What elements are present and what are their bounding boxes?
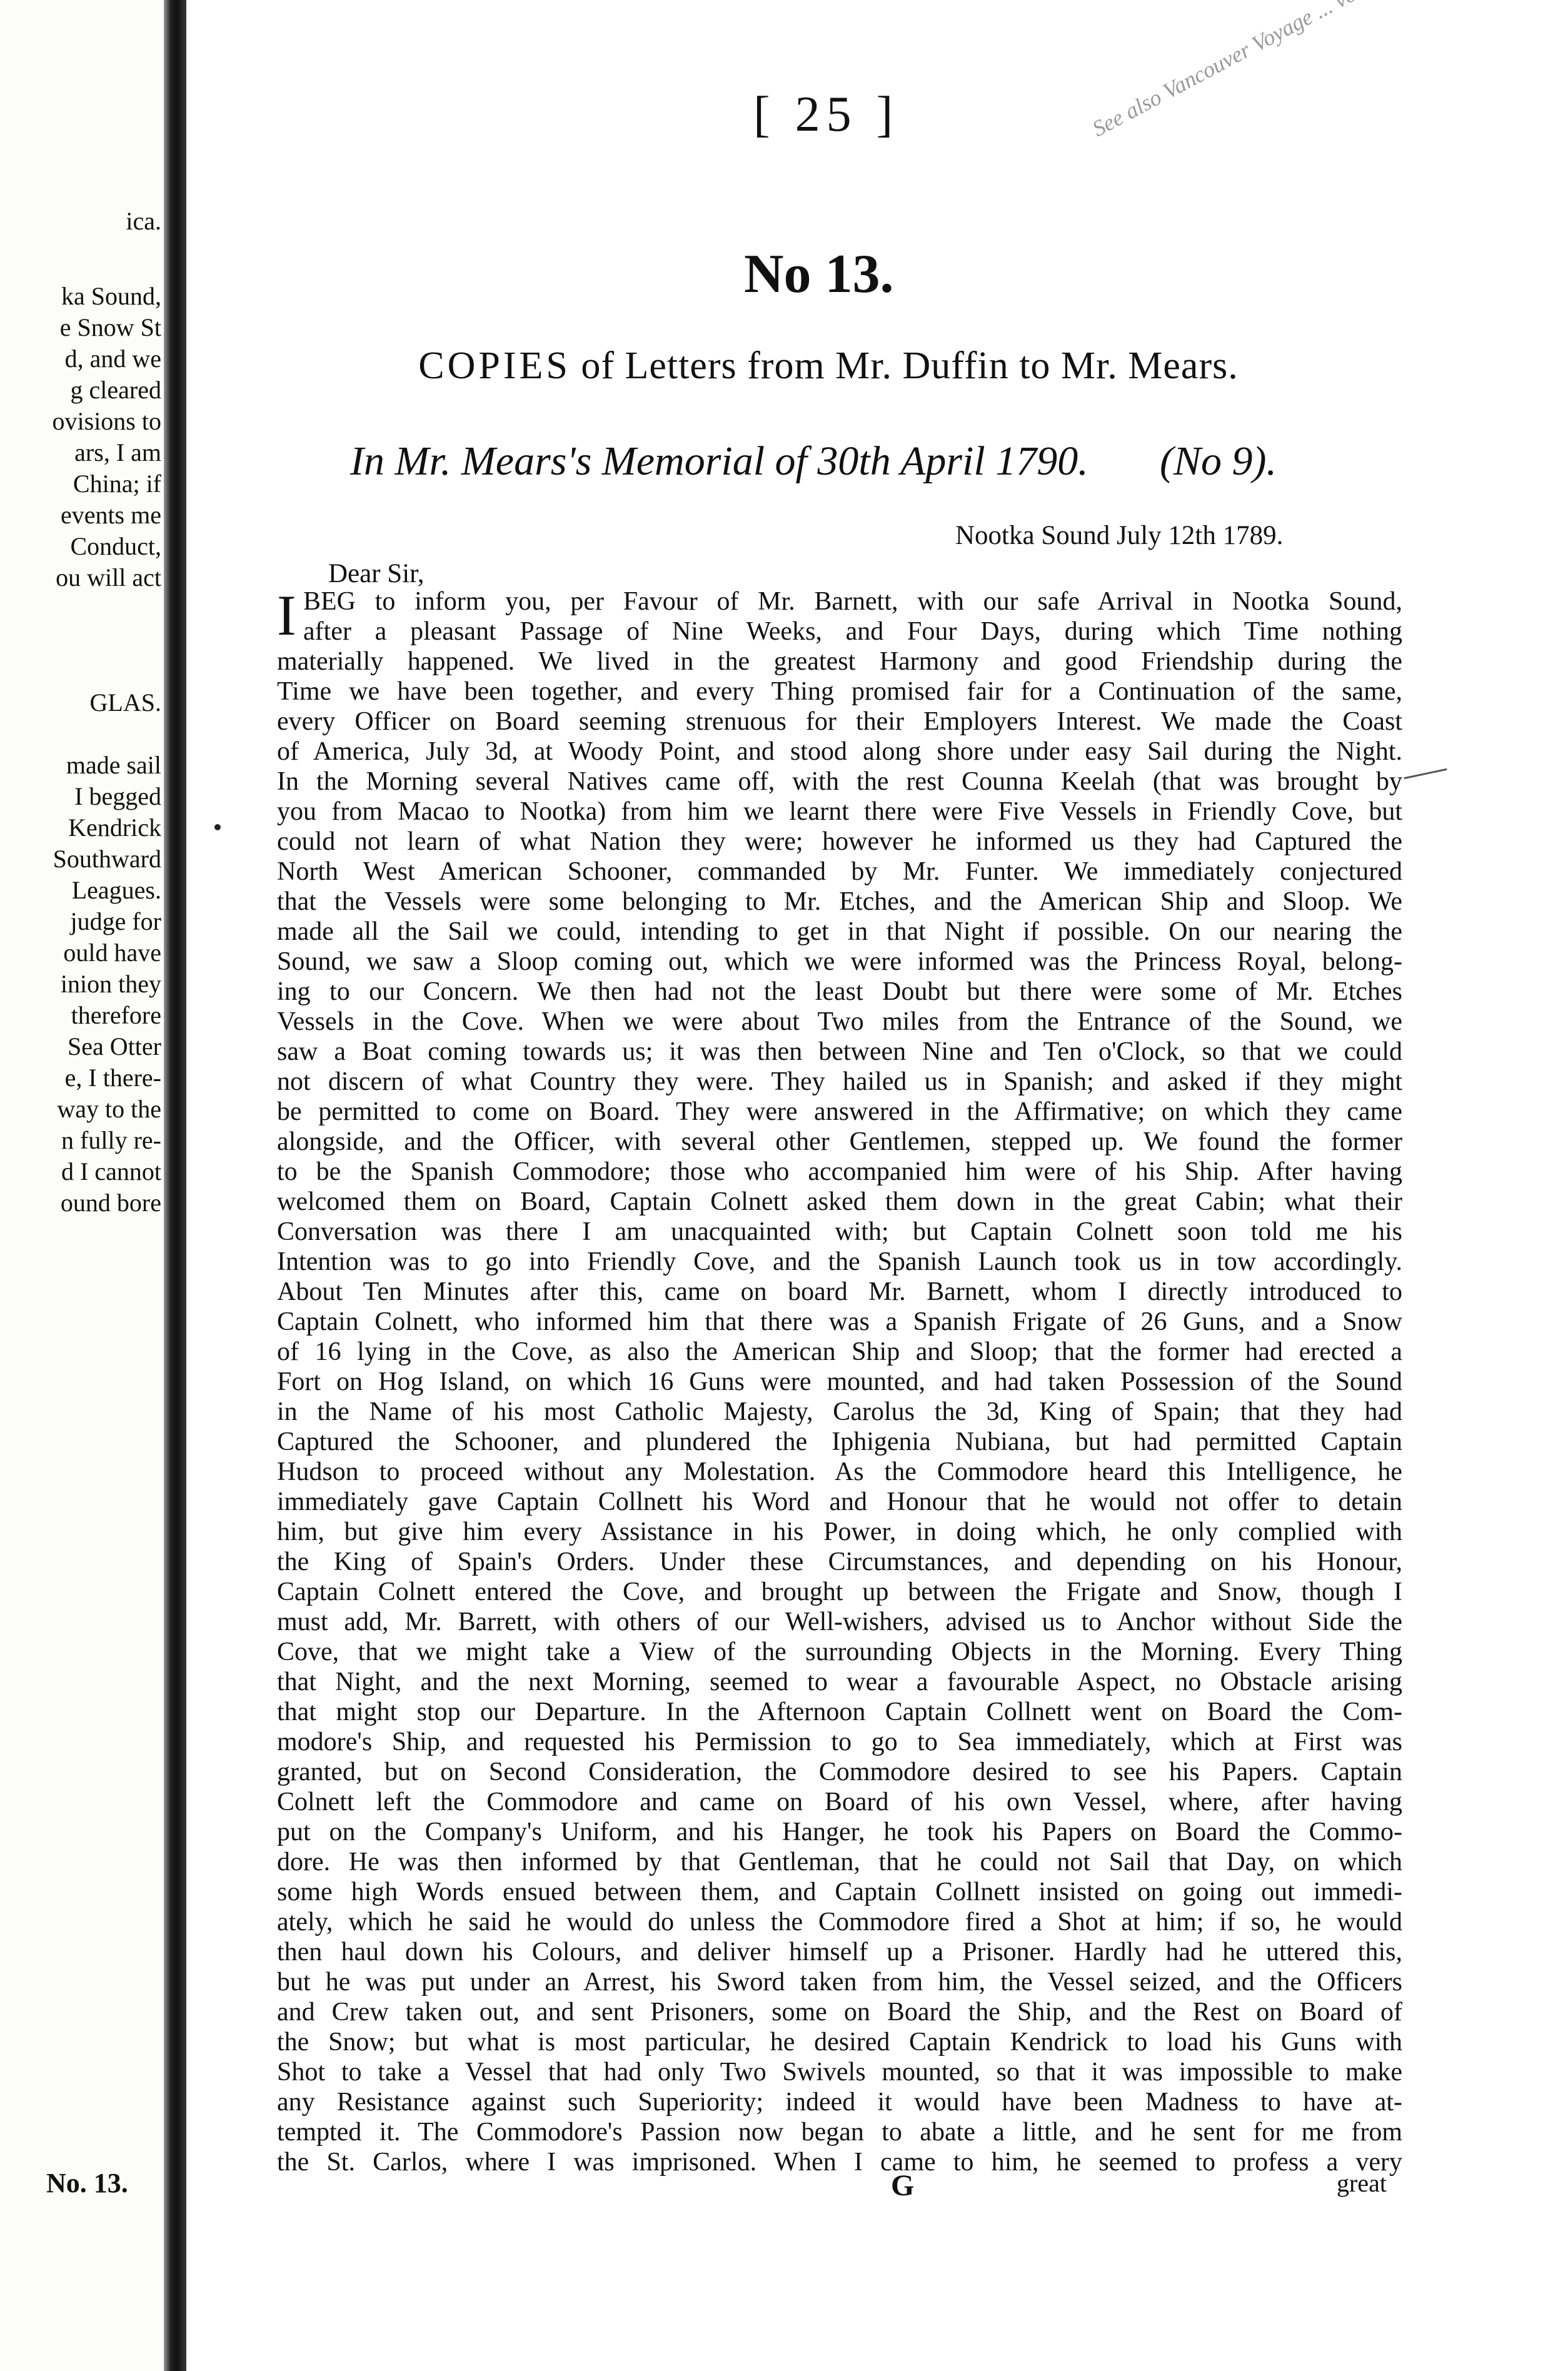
- letter-line: Conversation was there I am unacquainted with; but Captain Colnett soon told me his: [277, 1217, 1402, 1246]
- letter-line: Hudson to proceed without any Molestation. As the Commodore heard this Intelligence, he: [277, 1457, 1402, 1486]
- catchword: great: [1337, 2169, 1387, 2197]
- letter-line: must add, Mr. Barrett, with others of our Well-wishers, advised us to Anchor without Side the: [277, 1608, 1402, 1636]
- left-margin-line: [0, 344, 164, 373]
- letter-line: any Resistance against such Superiority; indeed it would have been Madness to have at-: [277, 2088, 1402, 2117]
- letter-line: welcomed them on Board, Captain Colnett asked them down in the great Cabin; what their: [277, 1187, 1402, 1216]
- left-margin-line: [0, 1125, 164, 1155]
- letter-line: Colnett left the Commodore and came on Board of his own Vessel, where, after having: [277, 1788, 1402, 1816]
- left-margin-line: [0, 281, 164, 311]
- left-margin-line-text: n fully re-: [61, 1126, 161, 1154]
- letter-line: but he was put under an Arrest, his Sword taken from him, the Vessel seized, and the Officers: [277, 1968, 1402, 1996]
- letter-line: Captured the Schooner, and plundered the Iphigenia Nubiana, but had permitted Captain: [277, 1427, 1402, 1456]
- left-margin-line: [0, 875, 164, 905]
- left-margin-line: [0, 563, 164, 592]
- left-margin-line: [0, 750, 164, 780]
- left-margin-line-text: Sea Otter: [68, 1032, 161, 1060]
- book-gutter: [164, 0, 186, 2371]
- left-margin-line-text: d I cannot: [61, 1157, 161, 1186]
- left-margin-line-text: ovisions to: [52, 407, 161, 435]
- letter-line: materially happened. We lived in the greatest Harmony and good Friendship during the: [277, 647, 1402, 676]
- letter-line: him, but give him every Assistance in his Power, in doing which, he only complied with: [277, 1518, 1402, 1546]
- left-margin-line: [0, 375, 164, 405]
- letter-line: could not learn of what Nation they were; however he informed us they had Captured the: [277, 827, 1402, 856]
- letter-line: then haul down his Colours, and deliver himself up a Prisoner. Hardly had he uttered this,: [277, 1938, 1402, 1966]
- left-margin-line: [0, 469, 164, 498]
- letter-line: granted, but on Second Consideration, the Commodore desired to see his Papers. Captain: [277, 1758, 1402, 1786]
- left-margin-line-text: e Snow St: [59, 313, 161, 341]
- letter-line: that the Vessels were some belonging to Mr. Etches, and the American Ship and Sloop. We: [277, 887, 1402, 916]
- letter-line: Fort on Hog Island, on which 16 Guns were mounted, and had taken Possession of the Sound: [277, 1367, 1402, 1396]
- signature-mark: G: [891, 2169, 915, 2202]
- left-margin-line: [0, 813, 164, 842]
- letter-line: every Officer on Board seeming strenuous for their Employers Interest. We made the Coast: [277, 707, 1402, 736]
- drop-cap-initial: I: [277, 583, 296, 647]
- letter-place-date: Nootka Sound July 12th 1789.: [955, 521, 1284, 550]
- left-margin-line: [0, 206, 164, 236]
- letter-line: About Ten Minutes after this, came on board Mr. Barnett, whom I directly introduced to: [277, 1277, 1402, 1306]
- left-margin-line: [0, 782, 164, 811]
- left-margin-line: [0, 969, 164, 999]
- letter-line: ately, which he said he would do unless the Commodore fired a Shot at him; if so, he would: [277, 1908, 1402, 1936]
- left-margin-line: [0, 1157, 164, 1186]
- left-margin-line: [0, 313, 164, 342]
- left-margin-line-text: e, I there-: [64, 1064, 161, 1092]
- left-margin-line-text: judge for: [70, 907, 161, 935]
- page-number: [ 25 ]: [753, 87, 900, 142]
- letter-line: Captain Colnett entered the Cove, and brought up between the Frigate and Snow, though I: [277, 1578, 1402, 1606]
- left-margin-line-text: events me: [60, 501, 161, 529]
- letter-line: ing to our Concern. We then had not the least Doubt but there were some of Mr. Etches: [277, 977, 1402, 1006]
- letter-line: made all the Sail we could, intending to get in that Night if possible. On our nearing the: [277, 917, 1402, 946]
- left-margin-line: [0, 1032, 164, 1061]
- letter-line: be permitted to come on Board. They were answered in the Affirmative; on which they came: [277, 1097, 1402, 1126]
- letter-line: of America, July 3d, at Woody Point, and stood along shore under easy Sail during the Night.: [277, 737, 1402, 766]
- letter-line: of 16 lying in the Cove, as also the American Ship and Sloop; that the former had erected a: [277, 1337, 1402, 1366]
- page-subheading: In Mr. Mears's Memorial of 30th April 1790.: [350, 438, 1088, 484]
- letter-line: BEG to inform you, per Favour of Mr. Barnett, with our safe Arrival in Nootka Sound,: [303, 587, 1402, 616]
- page-heading: [369, 344, 1288, 388]
- left-margin-line: [0, 531, 164, 561]
- letter-line: put on the Company's Uniform, and his Hanger, he took his Papers on Board the Commo-: [277, 1818, 1402, 1846]
- left-margin-line-text: ound bore: [60, 1189, 161, 1217]
- left-margin-line-text: ou will act: [56, 563, 161, 591]
- letter-line: you from Macao to Nootka) from him we learnt there were Five Vessels in Friendly Cove, but: [277, 797, 1402, 826]
- left-margin-line: [0, 938, 164, 967]
- left-margin-line-text: therefore: [71, 1001, 161, 1029]
- left-margin-line-text: ica.: [126, 207, 161, 235]
- subheading-reference: (No 9).: [1160, 438, 1277, 484]
- letter-line: Shot to take a Vessel that had only Two Swivels mounted, so that it was impossible to make: [277, 2058, 1402, 2087]
- letter-line: Time we have been together, and every Thing promised fair for a Continuation of the same,: [277, 677, 1402, 706]
- left-margin-line-text: way to the: [57, 1095, 161, 1123]
- left-margin-line-text: I begged: [74, 782, 161, 810]
- left-margin-line-text: inion they: [60, 970, 161, 998]
- left-margin-line-text: Southward: [53, 845, 161, 873]
- left-margin-line-text: g cleared: [70, 376, 161, 404]
- left-margin-line-text: made sail: [66, 751, 161, 779]
- left-margin-line-text: Leagues.: [71, 876, 161, 904]
- left-page-signature: No. 13.: [46, 2168, 128, 2198]
- left-margin-line: [0, 844, 164, 873]
- letter-line: Intention was to go into Friendly Cove, and the Spanish Launch took us in tow accordingly.: [277, 1247, 1402, 1276]
- left-margin-line: [0, 1000, 164, 1030]
- left-margin-line-text: d, and we: [64, 345, 161, 373]
- letter-line: alongside, and the Officer, with several other Gentlemen, stepped up. We found the former: [277, 1127, 1402, 1156]
- letter-line: Vessels in the Cove. When we were about Two miles from the Entrance of the Sound, we: [277, 1007, 1402, 1036]
- letter-line: tempted it. The Commodore's Passion now began to abate a little, and he sent for me from: [277, 2118, 1402, 2147]
- letter-line: North West American Schooner, commanded by Mr. Funter. We immediately conjectured: [277, 857, 1402, 886]
- letter-line: modore's Ship, and requested his Permission to go to Sea immediately, which at First was: [277, 1728, 1402, 1756]
- letter-line: that might stop our Departure. In the Afternoon Captain Collnett went on Board the Com-: [277, 1698, 1402, 1726]
- letter-line: dore. He was then informed by that Gentleman, that he could not Sail that Day, on which: [277, 1848, 1402, 1876]
- left-margin-line: [0, 688, 164, 717]
- left-margin-line: [0, 500, 164, 530]
- left-margin-line-text: ould have: [63, 939, 161, 967]
- letter-body: [277, 583, 1402, 2177]
- left-margin-line: [0, 406, 164, 436]
- document-number: No 13.: [744, 244, 894, 305]
- letter-salutation: Dear Sir,: [328, 559, 425, 588]
- letter-line: that Night, and the next Morning, seemed to wear a favourable Aspect, no Obstacle arising: [277, 1668, 1402, 1696]
- letter-line: Cove, that we might take a View of the surrounding Objects in the Morning. Every Thing: [277, 1638, 1402, 1666]
- letter-line: the Snow; but what is most particular, he desired Captain Kendrick to load his Guns with: [277, 2028, 1402, 2056]
- left-margin-line: [0, 1188, 164, 1217]
- letter-line: to be the Spanish Commodore; those who accompanied him were of his Ship. After having: [277, 1157, 1402, 1186]
- letter-line: the King of Spain's Orders. Under these Circumstances, and depending on his Honour,: [277, 1548, 1402, 1576]
- left-margin-line-text: Kendrick: [68, 813, 161, 842]
- left-margin-line: [0, 907, 164, 936]
- left-margin-line-text: ars, I am: [74, 438, 161, 466]
- left-margin-line-text: China; if: [73, 470, 161, 498]
- letter-line: Sound, we saw a Sloop coming out, which we were informed was the Princess Royal, belong-: [277, 947, 1402, 976]
- heading-caps: COPIES: [418, 345, 571, 387]
- margin-ink-dot: [214, 824, 221, 830]
- letter-line: Captain Colnett, who informed him that there was a Spanish Frigate of 26 Guns, and a Snow: [277, 1307, 1402, 1336]
- letter-line: not discern of what Country they were. They hailed us in Spanish; and asked if they might: [277, 1067, 1402, 1096]
- letter-line: the St. Carlos, where I was imprisoned. When I came to him, he seemed to profess a very: [277, 2148, 1402, 2177]
- letter-line: and Crew taken out, and sent Prisoners, some on Board the Ship, and the Rest on Board of: [277, 1998, 1402, 2026]
- left-margin-line-text: ka Sound,: [61, 282, 161, 310]
- letter-line: some high Words ensued between them, and Captain Collnett insisted on going out immedi-: [277, 1878, 1402, 1906]
- left-margin-line: [0, 1063, 164, 1092]
- left-margin-line: [0, 1094, 164, 1124]
- left-margin-line-text: GLAS.: [89, 688, 161, 717]
- left-margin-line: [0, 438, 164, 467]
- letter-line: In the Morning several Natives came off, with the rest Counna Keelah (that was brought by: [277, 767, 1402, 796]
- left-margin-line-text: Conduct,: [70, 532, 161, 560]
- letter-line: after a pleasant Passage of Nine Weeks, and Four Days, during which Time nothing: [303, 617, 1402, 646]
- letter-line: immediately gave Captain Collnett his Word and Honour that he would not offer to detain: [277, 1488, 1402, 1516]
- letter-line: saw a Boat coming towards us; it was then between Nine and Ten o'Clock, so that we could: [277, 1037, 1402, 1066]
- letter-line: in the Name of his most Catholic Majesty, Carolus the 3d, King of Spain; that they had: [277, 1397, 1402, 1426]
- heading-rest: of Letters from Mr. Duffin to Mr. Mears.: [581, 345, 1239, 387]
